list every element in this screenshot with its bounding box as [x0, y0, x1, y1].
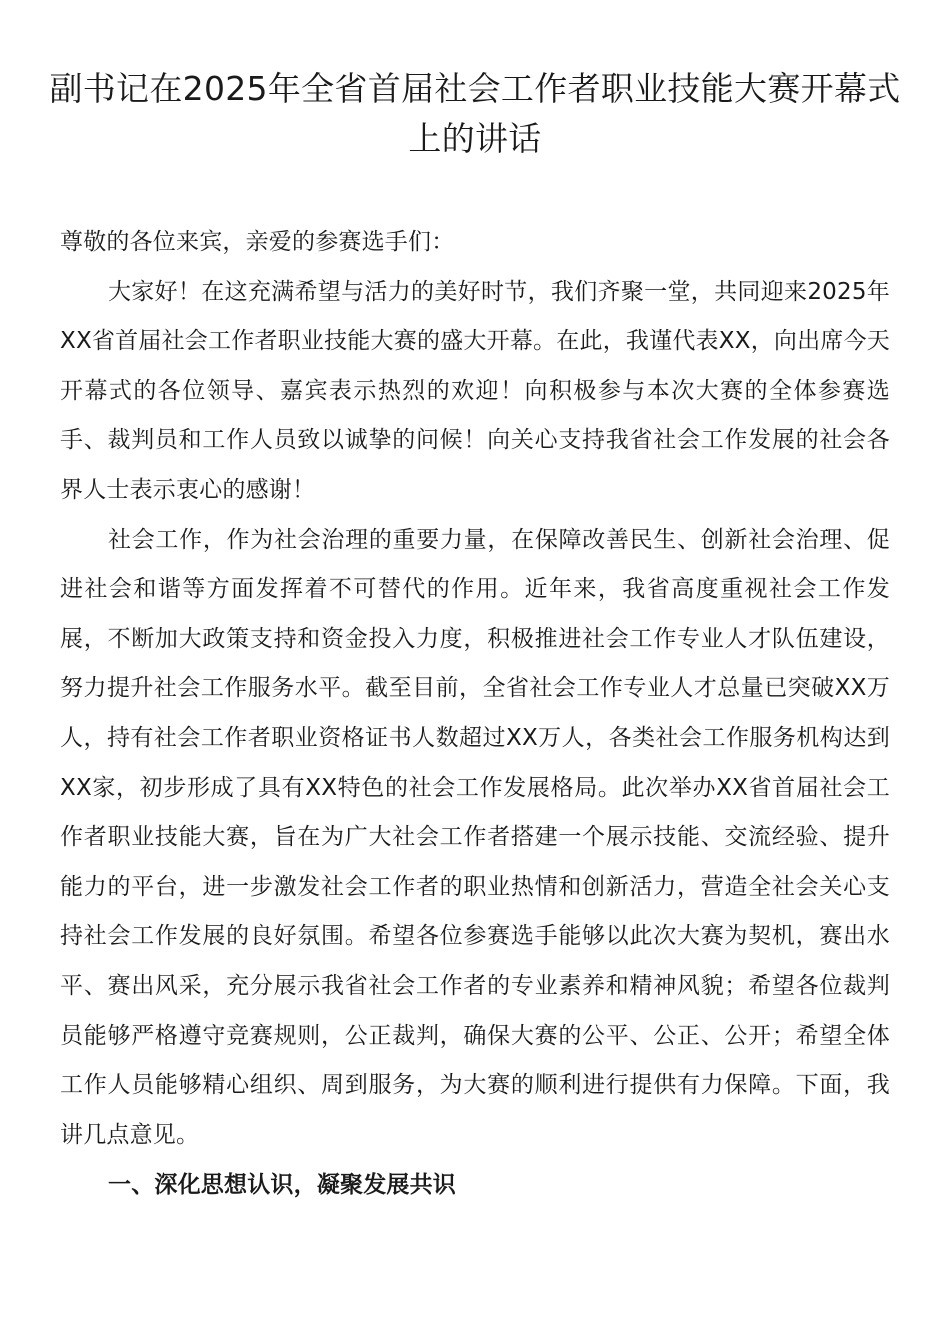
document-body: [60, 218, 890, 1210]
document-title: 副书记在2025年全省首届社会工作者职业技能大赛开幕式上的讲话: [49, 69, 901, 158]
paragraph-social-work: 社会工作，作为社会治理的重要力量，在保障改善民生、创新社会治理、促进社会和谐等方面发挥着不可替代的作用。近年来，我省高度重视社会工作发展，不断加大政策支持和资金投入力度，积极推进社会工作专业人才队伍建设，努力提升社会工作服务水平。截至目前，全省社会工作专业人才总量已突破XX万人，持有社会工作者职业资格证书人数超过XX万人，各类社会工作服务机构达到XX家，初步形成了具有XX特色的社会工作发展格局。此次举办XX省首届社会工作者职业技能大赛，旨在为广大社会工作者搭建一个展示技能、交流经验、提升能力的平台，进一步激发社会工作者的职业热情和创新活力，营造全社会关心支持社会工作发展的良好氛围。希望各位参赛选手能够以此次大赛为契机，赛出水平、赛出风采，充分展示我省社会工作者的专业素养和精神风貌；希望各位裁判员能够严格遵守竞赛规则，公正裁判，确保大赛的公平、公正、公开；希望全体工作人员能够精心组织、周到服务，为大赛的顺利进行提供有力保障。下面，我讲几点意见。: [60, 526, 890, 1148]
paragraph-welcome: 大家好！在这充满希望与活力的美好时节，我们齐聚一堂，共同迎来2025年XX省首届社会工作者职业技能大赛的盛大开幕。在此，我谨代表XX，向出席今天开幕式的各位领导、嘉宾表示热烈的欢迎！向积极参与本次大赛的全体参赛选手、裁判员和工作人员致以诚挚的问候！向关心支持我省社会工作发展的社会各界人士表示衷心的感谢！: [60, 278, 890, 503]
salutation: 尊敬的各位来宾，亲爱的参赛选手们：: [60, 229, 455, 255]
section-heading: 一、深化思想认识，凝聚发展共识: [108, 1171, 456, 1199]
